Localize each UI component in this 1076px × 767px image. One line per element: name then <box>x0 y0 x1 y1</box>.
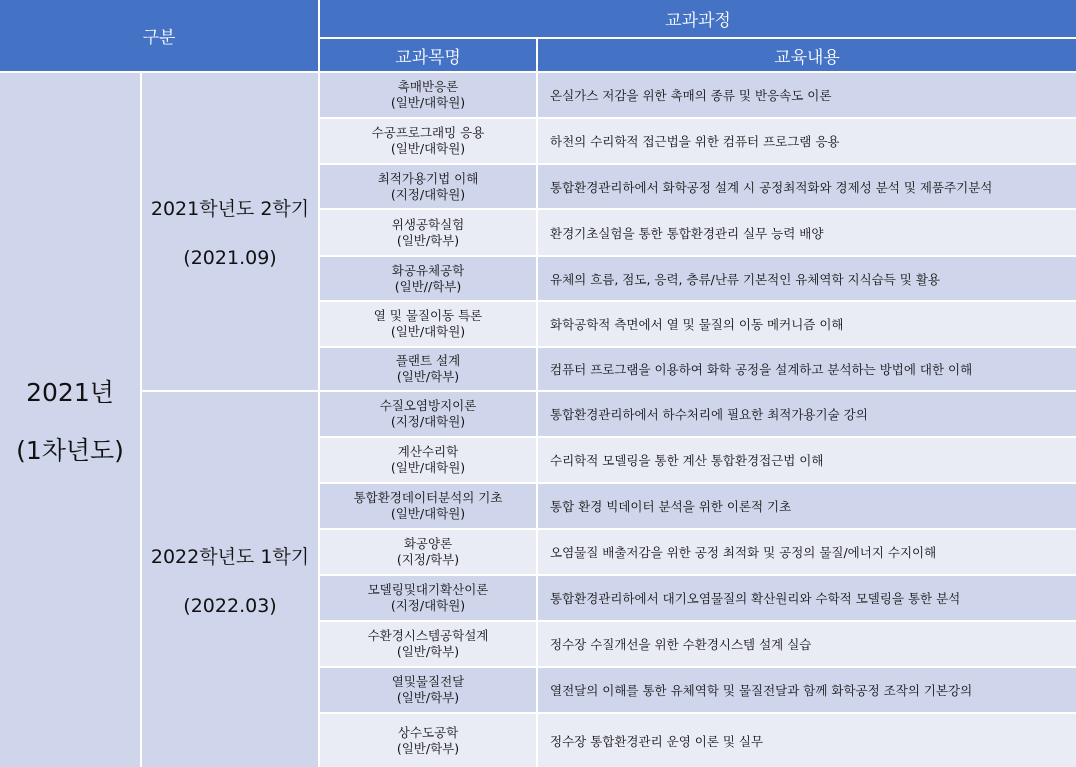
course-name: 화공양론 <box>403 536 453 551</box>
semester-date: (2021.09) <box>183 247 277 269</box>
course-content: 수리학적 모델링을 통한 계산 통합환경접근법 이해 <box>538 438 1076 482</box>
course-type: (지정/대학원) <box>390 414 466 429</box>
course-name: 열 및 물질이동 특론 <box>373 308 483 323</box>
course-name-cell <box>320 392 536 436</box>
header-course-name: 교과목명 <box>320 39 536 71</box>
course-name: 플랜트 설계 <box>395 353 461 368</box>
course-name: 화공유체공학 <box>391 262 465 278</box>
course-content: 정수장 통합환경관리 운영 이론 및 실무 <box>538 714 1076 767</box>
course-name: 위생공학실험 <box>391 216 465 232</box>
course-content: 환경기초실험을 통한 통합환경관리 실무 능력 배양 <box>538 210 1076 255</box>
course-name-cell <box>320 576 536 620</box>
course-name-cell <box>320 73 536 117</box>
course-name: 최적가용기법 이해 <box>377 170 479 186</box>
course-name-cell <box>320 165 536 208</box>
course-name-cell <box>320 438 536 482</box>
course-content: 열전달의 이해를 통한 유체역학 및 물질전달과 함께 화학공정 조작의 기본강의 <box>538 668 1076 712</box>
year-label: 2021년 <box>26 378 114 407</box>
course-name-cell <box>320 484 536 528</box>
course-name-cell <box>320 668 536 712</box>
course-content: 컴퓨터 프로그램을 이용하여 화학 공정을 설계하고 분석하는 방법에 대한 이해 <box>538 348 1076 390</box>
semester-title: 2021학년도 2학기 <box>150 198 310 220</box>
header-curriculum: 교과과정 <box>320 0 1076 37</box>
year-cell <box>0 73 140 767</box>
course-name: 모델링및대기확산이론 <box>367 582 489 597</box>
semester-cell <box>142 73 318 390</box>
course-content: 온실가스 저감을 위한 촉매의 종류 및 반응속도 이론 <box>538 73 1076 117</box>
course-type: (일반/대학원) <box>390 506 466 521</box>
course-content: 오염물질 배출저감을 위한 공정 최적화 및 공정의 물질/에너지 수지이해 <box>538 530 1076 574</box>
course-name: 열및물질전달 <box>391 674 465 689</box>
semester-cell <box>142 392 318 767</box>
course-name: 수환경시스템공학설계 <box>367 628 489 643</box>
course-type: (일반/대학원) <box>390 141 466 156</box>
course-content: 유체의 흐름, 점도, 응력, 층류/난류 기본적인 유체역학 지식습득 및 활용 <box>538 257 1076 300</box>
course-content: 통합환경관리하에서 대기오염물질의 확산원리와 수학적 모델링을 통한 분석 <box>538 576 1076 620</box>
course-content: 화학공학적 측면에서 열 및 물질의 이동 메커니즘 이해 <box>538 302 1076 346</box>
year-sublabel: (1차년도) <box>16 436 124 465</box>
course-name: 촉매반응론 <box>397 79 459 94</box>
course-name-cell <box>320 210 536 255</box>
course-name-cell <box>320 257 536 300</box>
course-type: (지정/대학원) <box>390 186 466 202</box>
course-name: 상수도공학 <box>397 724 459 740</box>
course-type: (지정/대학원) <box>390 598 466 613</box>
course-content: 정수장 수질개선을 위한 수환경시스템 설계 실습 <box>538 622 1076 666</box>
course-content: 하천의 수리학적 접근법을 위한 컴퓨터 프로그램 응용 <box>538 119 1076 163</box>
course-type: (일반/대학원) <box>390 460 466 475</box>
header-course-content: 교육내용 <box>538 39 1076 71</box>
course-type: (일반/학부) <box>396 740 460 756</box>
course-content: 통합환경관리하에서 하수처리에 필요한 최적가용기술 강의 <box>538 392 1076 436</box>
course-name: 계산수리학 <box>397 444 459 459</box>
course-type: (일반//학부) <box>394 278 462 294</box>
course-name: 수질오염방지이론 <box>379 398 477 413</box>
course-name: 수공프로그래밍 응용 <box>371 125 485 140</box>
course-type: (일반/학부) <box>396 690 460 705</box>
course-type: (일반/대학원) <box>390 95 466 110</box>
semester-title: 2022학년도 1학기 <box>150 546 310 568</box>
course-content: 통합 환경 빅데이터 분석을 위한 이론적 기초 <box>538 484 1076 528</box>
course-name-cell <box>320 348 536 390</box>
header-category: 구분 <box>0 0 318 71</box>
course-name-cell <box>320 622 536 666</box>
course-type: (지정/학부) <box>396 552 460 567</box>
course-type: (일반/대학원) <box>390 324 466 339</box>
course-type: (일반/학부) <box>396 232 460 248</box>
course-type: (일반/학부) <box>396 369 460 384</box>
semester-date: (2022.03) <box>183 595 277 617</box>
course-name-cell <box>320 530 536 574</box>
course-content: 통합환경관리하에서 화학공정 설계 시 공정최적화와 경제성 분석 및 제품주기분석 <box>538 165 1076 208</box>
course-type: (일반/학부) <box>396 644 460 659</box>
course-name-cell <box>320 119 536 163</box>
course-name-cell <box>320 714 536 767</box>
course-name: 통합환경데이터분석의 기초 <box>353 490 503 505</box>
course-name-cell <box>320 302 536 346</box>
